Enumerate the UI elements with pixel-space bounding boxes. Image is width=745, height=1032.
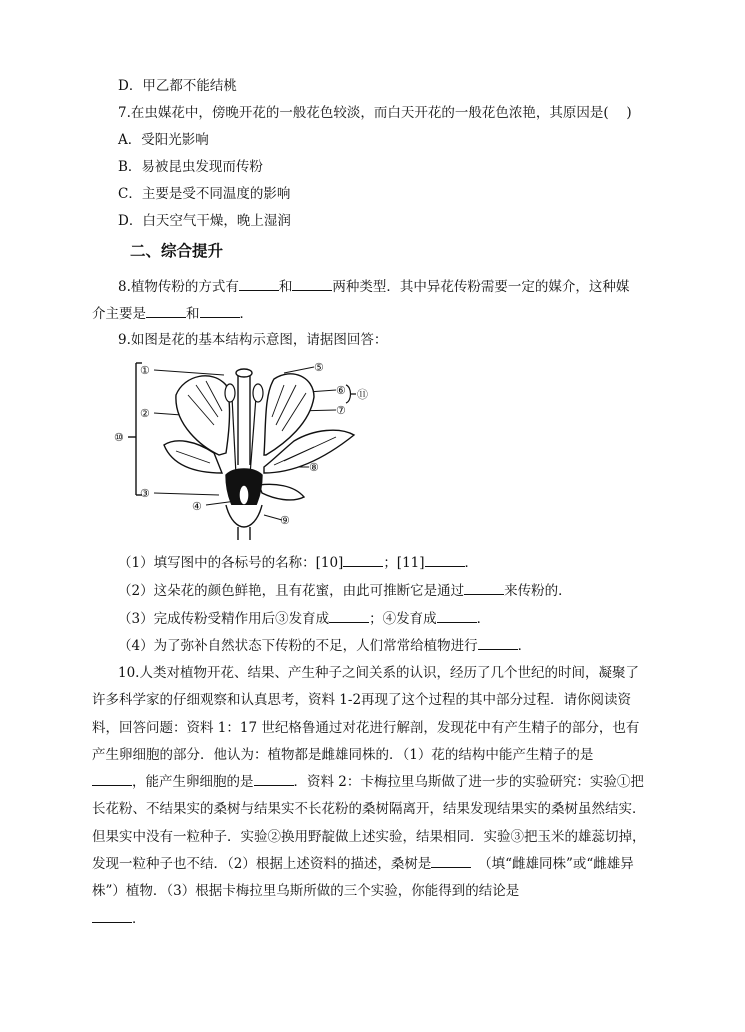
left-bracket — [128, 363, 142, 495]
q7-option-d: D．白天空气干燥，晚上湿润 — [118, 213, 291, 229]
blank — [200, 305, 240, 318]
q7-option-b: B．易被昆虫发现而传粉 — [118, 159, 263, 175]
q7-stem: 7.在虫媒花中，傍晚开花的一般花色较淡，而白天开花的一般花色浓艳，其原因是( ) — [118, 105, 632, 121]
q7-option-c: C．主要是受不同温度的影响 — [118, 186, 291, 202]
label-3: ③ — [140, 487, 150, 500]
blank — [146, 305, 186, 318]
q9-sub1: （1）填写图中的各标号的名称：[10] ；[11] ． — [118, 555, 479, 571]
label-4: ④ — [192, 500, 202, 513]
receptacle — [226, 505, 262, 540]
label-6: ⑥ — [336, 384, 346, 397]
label-5: ⑤ — [314, 361, 324, 374]
q8-text: 8.植物传粉的方式有 和 两种类型．其中异花传粉需要一定的媒介，这种媒 介主要是 和 ． — [92, 279, 630, 323]
q9-sub3: （3）完成传粉受精作用后③发育成 ；④发育成 ． — [118, 611, 491, 627]
label-9: ⑨ — [280, 514, 290, 527]
blank — [292, 278, 332, 291]
q10-text: 10.人类对植物开花、结果、产生种子之间关系的认识，经历了几个世纪的时间，凝聚了许多科学家的仔细观察和认真思考，资料 1-2再现了这个过程的其中部分过程．请你阅读资料，回答问题：资料 1：17 世纪格鲁通过对花进行解剖，发现花中有产生精子的部分，也有产生卵细胞的部分．他认为：植物都是雌雄同株的．（1）花的结构中能产生精子的是 ，能产生卵细胞的是 ．资料 2：卡梅拉里乌斯做了进一步的实验研究：实验①把长花粉、不结果实的桑树与结果实不长花粉的桑树隔离开，结果发现结果实的桑树虽然结实．但果实中没有一粒种子．实验②换用野靛做上述实验，结果相同．实验③把玉米的雄蕊切掉，发现一粒种子也不结．（2）根据上述资料的描述，桑树是 （填“雌雄同株”或“雌雄异株”）植物．（3）根据卡梅拉里乌斯所做的三个实验，你能得到的结论是 ． — [92, 665, 646, 927]
blank — [239, 278, 279, 291]
q9-sub4: （4）为了弥补自然状态下传粉的不足，人们常常给植物进行 ． — [118, 638, 532, 654]
label-8: ⑧ — [309, 461, 319, 474]
label-10: ⑩ — [114, 431, 124, 444]
label-11: ⑪ — [357, 388, 368, 401]
stamens — [225, 384, 263, 475]
q9-sub2: （2）这朵花的颜色鲜艳，且有花蜜，由此可推断它是通过 来传粉的． — [118, 583, 572, 599]
label-2: ② — [140, 407, 150, 420]
q9-stem: 9.如图是花的基本结构示意图，请据图回答： — [118, 332, 388, 348]
flower-diagram — [114, 355, 368, 540]
right-bracket — [346, 385, 356, 403]
q7-option-a: A．受阳光影响 — [118, 132, 209, 148]
section-title: 二、综合提升 — [130, 242, 224, 260]
label-7: ⑦ — [336, 404, 346, 417]
q6-option-d: D．甲乙都不能结桃 — [118, 78, 237, 94]
label-1: ① — [140, 364, 150, 377]
